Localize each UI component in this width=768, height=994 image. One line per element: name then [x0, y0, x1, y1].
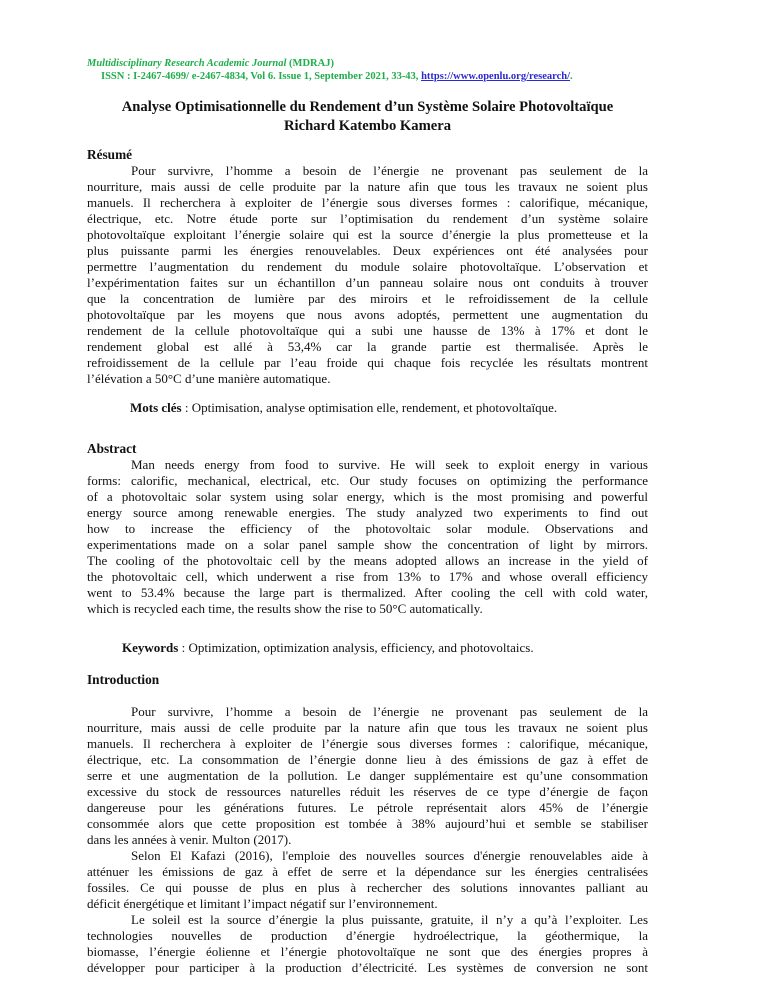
- text-line: électrique, etc. Notre étude porte sur l’optimisation du rendement d’un système solaire: [87, 211, 648, 226]
- text-line: atténuer les émissions de gaz à effet de serre et la dépendance sur les énergies centralisées: [87, 864, 648, 879]
- text-line: experimentations made on a solar panel sample show the concentration of light by mirrors.: [87, 537, 648, 552]
- text-line: which is recycled each time, the results show the rise to 50°C automatically.: [87, 601, 483, 616]
- journal-name: Multidisciplinary Research Academic Journal: [87, 58, 287, 69]
- journal-abbr: (MDRAJ): [286, 58, 334, 69]
- text-line: The cooling of the photovoltaic cell by the means adopted allows an increase in the yield of: [87, 553, 648, 568]
- text-line: biomasse, l’énergie éolienne et l’énergie photovoltaïque ne sont que des énergies propres à: [87, 944, 648, 959]
- text-line: Man needs energy from food to survive. He will seek to exploit energy in various: [131, 457, 648, 472]
- issn-text: ISSN : I-2467-4699/ e-2467-4834, Vol 6. Issue 1, September 2021, 33-43,: [101, 71, 422, 82]
- mots-cles-label: Mots clés: [130, 400, 182, 415]
- introduction-heading: Introduction: [87, 672, 160, 687]
- journal-title-line: [87, 57, 573, 70]
- resume-section: [87, 147, 648, 387]
- journal-link[interactable]: https://www.openlu.org/research/: [421, 71, 571, 82]
- mots-cles-text: : Optimisation, analyse optimisation elle, rendement, et photovoltaïque.: [181, 400, 558, 415]
- issn-line: [87, 70, 573, 83]
- text-line: déficit énergétique et limitant l’impact négatif sur l’environnement.: [87, 896, 438, 911]
- text-line: manuels. Il recherchera à exploiter de l’énergie sous diverses formes : calorifique, mécanique,: [87, 195, 648, 210]
- text-line: Pour survivre, l’homme a besoin de l’énergie ne provenant pas seulement de la: [131, 704, 648, 719]
- text-line: que la concentration de lumière par des miroirs et le refroidissement de la cellule: [87, 291, 648, 306]
- text-line: excessive du stock de ressources naturelles réduit les réserves de ce type d’énergie de façon: [87, 784, 648, 799]
- article-author: Richard Katembo Kamera: [284, 118, 451, 134]
- text-line: Pour survivre, l’homme a besoin de l’énergie ne provenant pas seulement de la: [131, 163, 648, 178]
- text-line: consommée alors que cette proposition est tombée à 38% aujourd’hui et semble se stabiliser: [87, 816, 648, 831]
- introduction-body: [87, 704, 648, 976]
- resume-body: [87, 163, 648, 387]
- text-line: dangereuse pour les générations futures. Le pétrole représentait alors 45% de l’énergie: [87, 800, 648, 815]
- paragraph: [87, 848, 648, 912]
- text-line: Selon El Kafazi (2016), l'emploie des nouvelles sources d'énergie renouvelables aide à: [131, 848, 648, 863]
- text-line: Le soleil est la source d’énergie la plus puissante, gratuite, il n’y a qu’à l’exploiter. Les: [131, 912, 648, 927]
- article-header: [87, 98, 648, 136]
- text-line: rendement de la cellule photovoltaïque qui a subi une hausse de 13% à 17% et dont le: [87, 323, 648, 338]
- text-line: went to 53.4% because the large part is thermalized. After cooling the cell with cold water,: [87, 585, 648, 600]
- paragraph: [87, 163, 648, 387]
- text-line: how to increase the efficiency of the photovoltaic solar module. Observations and: [87, 521, 648, 536]
- text-line: of a photovoltaic solar system using solar energy, which is the most promising and powerful: [87, 489, 648, 504]
- link-suffix: .: [570, 71, 573, 82]
- text-line: fossiles. Ce qui pousse de plus en plus à rechercher des solutions innovantes palliant au: [87, 880, 648, 895]
- paragraph: [87, 704, 648, 848]
- text-line: l’élévation a 50°C d’une manière automatique.: [87, 371, 331, 386]
- text-line: energy source among renewable energies. The study analyzed two experiments to find out: [87, 505, 648, 520]
- keywords-text: : Optimization, optimization analysis, efficiency, and photovoltaics.: [178, 640, 534, 655]
- text-line: technologies nouvelles de production d’énergie hydroélectrique, la géothermique, la: [87, 928, 648, 943]
- abstract-heading: Abstract: [87, 441, 137, 456]
- text-line: photovoltaïque exploitant l’énergie solaire qui est la source d’énergie la plus prometteuse et la: [87, 227, 648, 242]
- abstract-section: [87, 441, 648, 617]
- mots-cles: [130, 400, 557, 416]
- text-line: the photovoltaic cell, which underwent a rise from 13% to 17% and whose overall efficiency: [87, 569, 648, 584]
- introduction-section: [87, 672, 648, 976]
- paragraph: [87, 457, 648, 617]
- text-line: plus puissante parmi les énergies renouvelables. Deux expériences ont été analysées pour: [87, 243, 648, 258]
- keywords-label: Keywords: [122, 640, 179, 655]
- text-line: serre et une augmentation de la pollution. Le danger supplémentaire est qu’une consommation: [87, 768, 648, 783]
- text-line: nourriture, mais aussi de celle produite par la nature afin que tous les travaux ne soient plus: [87, 720, 648, 735]
- text-line: développer pour participer à la production d’électricité. Les systèmes de conversion ne sont: [87, 960, 648, 975]
- text-line: rendement global est allé à 53,4% car la grande partie est thermalisée. Après le: [87, 339, 648, 354]
- abstract-body: [87, 457, 648, 617]
- text-line: forms: calorific, mechanical, electrical, etc. Our study focuses on optimizing the performance: [87, 473, 648, 488]
- paragraph: [87, 912, 648, 976]
- resume-heading: Résumé: [87, 147, 133, 162]
- text-line: photovoltaïque par les moyens que nous avons adoptés, permettent une augmentation du: [87, 307, 648, 322]
- text-line: l’expérimentation faites sur un échantillon d’un panneau solaire nous ont conduits à trouver: [87, 275, 648, 290]
- keywords: [122, 640, 534, 656]
- journal-header: [87, 57, 573, 83]
- text-line: permettre l’augmentation du rendement du module solaire photovoltaïque. L’observation et: [87, 259, 648, 274]
- text-line: dans les années à venir. Multon (2017).: [87, 832, 292, 847]
- text-line: manuels. Il recherchera à exploiter de l’énergie sous diverses formes : calorifique, mécanique,: [87, 736, 648, 751]
- text-line: nourriture, mais aussi de celle produite par la nature afin que tous les travaux ne soient plus: [87, 179, 648, 194]
- text-line: électrique, etc. La consommation de l’énergie donne lieu à des émissions de gaz à effet de: [87, 752, 648, 767]
- article-title: Analyse Optimisationnelle du Rendement d’un Système Solaire Photovoltaïque: [121, 99, 614, 115]
- text-line: refroidissement de la cellule par l’eau froide qui chaque fois recyclée les résultats montrent: [87, 355, 648, 370]
